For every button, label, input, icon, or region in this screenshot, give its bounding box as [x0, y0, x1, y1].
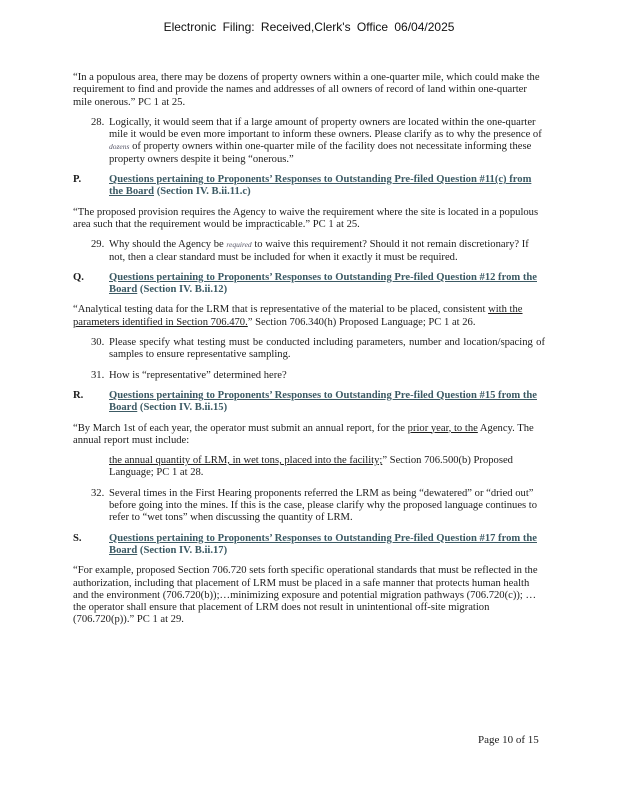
quote-paragraph: “For example, proposed Section 706.720 sets forth specific operational standards that must be reflected in the authorization, including that placement of LRM must be placed in a safe manner that protects human health and the environment (706.720(b));…minimizing exposure and potential migration pathways (706.720(c)); …the operator shall ensure that placement of LRM does not result in unintentional off-site migration (706.720(p)).” PC 1 at 29.: [73, 565, 538, 626]
section-ref: (Section IV. B.ii.11.c): [156, 186, 251, 198]
section-letter: R.: [73, 389, 84, 401]
document-body: [73, 72, 545, 635]
italic-word: required: [226, 240, 252, 250]
quote-paragraph: “In a populous area, there may be dozens of property owners within a one-quarter mile, which could make the requirement to find and provide the names and addresses of all owners of record of land within one-quarter mile onerous.” PC 1 at 25.: [73, 72, 540, 108]
quote-subparagraph: the annual quantity of LRM, in wet tons, placed into the facility;” Section 706.500(b) Proposed Language; PC 1 at 28.: [109, 455, 513, 479]
section-heading-p: [73, 174, 545, 199]
question-item-28: [91, 117, 545, 166]
section-letter: P.: [73, 174, 82, 186]
item-number: 32.: [91, 487, 105, 499]
section-title: Questions pertaining to Proponents’ Responses to Outstanding Pre-filed Question #17 from the Board: [109, 532, 537, 556]
page-number: Page 10 of 15: [478, 734, 539, 746]
section-title: Questions pertaining to Proponents’ Responses to Outstanding Pre-filed Question #12 from the Board: [109, 271, 537, 296]
section-heading-s: [73, 533, 545, 558]
question-item-32: [91, 488, 545, 525]
section-letter: Q.: [73, 271, 84, 283]
quote-paragraph: “Analytical testing data for the LRM that is representative of the material to be placed, consistent with the parameters identified in Section 706.470.” Section 706.340(h) Proposed Language; PC 1 at 26.: [73, 304, 523, 328]
question-item-31: [91, 370, 545, 382]
section-heading-r: [73, 390, 545, 415]
section-ref: (Section IV. B.ii.15): [139, 402, 228, 414]
item-text: Several times in the First Hearing proponents referred the LRM as being “dewatered” or “dried out” before going into the mines. If this is the case, please clarify why the proposed language continues to refer to “wet tons” when discussing the quantity of LRM.: [109, 487, 538, 524]
section-ref: (Section IV. B.ii.12): [139, 284, 228, 296]
item-text: Please specify what testing must be conducted including parameters, number and location/spacing of samples to ensure representative sampling.: [109, 337, 545, 361]
filing-header: Electronic Filing: Received,Clerk's Office 06/04/2025: [163, 20, 455, 34]
section-letter: S.: [73, 532, 82, 544]
item-text: Why should the Agency be required to waive this requirement? Should it not remain discretionary? If not, then a clear standard must be included for when it exactly it must be required.: [109, 239, 529, 263]
question-item-29: [91, 239, 545, 264]
item-number: 31.: [91, 369, 105, 381]
section-heading-q: [73, 272, 545, 297]
quote-paragraph: “The proposed provision requires the Agency to waive the requirement where the site is located in a populous area such that the requirement would be impracticable.” PC 1 at 25.: [73, 206, 539, 230]
section-ref: (Section IV. B.ii.17): [139, 544, 228, 556]
section-title: Questions pertaining to Proponents’ Responses to Outstanding Pre-filed Question #15 from the Board: [109, 389, 537, 414]
section-title: Questions pertaining to Proponents’ Responses to Outstanding Pre-filed Question #11(c) from the Board: [109, 174, 532, 198]
item-number: 29.: [91, 239, 105, 251]
item-number: 28.: [91, 116, 105, 128]
item-text: How is “representative” determined here?: [109, 369, 287, 381]
quote-paragraph: “By March 1st of each year, the operator must submit an annual report, for the prior year, to the Agency. The annual report must include:: [73, 422, 534, 446]
italic-word: dozens: [109, 142, 130, 152]
question-item-30: [91, 337, 545, 362]
item-text: Logically, it would seem that if a large amount of property owners are located within the one-quarter mile it would be even more important to inform these owners. Please clarify as to why the presence of dozens of property owners within one-quarter mile of the facility does not necessitate informing these property owners despite it being “onerous.”: [109, 116, 542, 165]
item-number: 30.: [91, 337, 105, 349]
